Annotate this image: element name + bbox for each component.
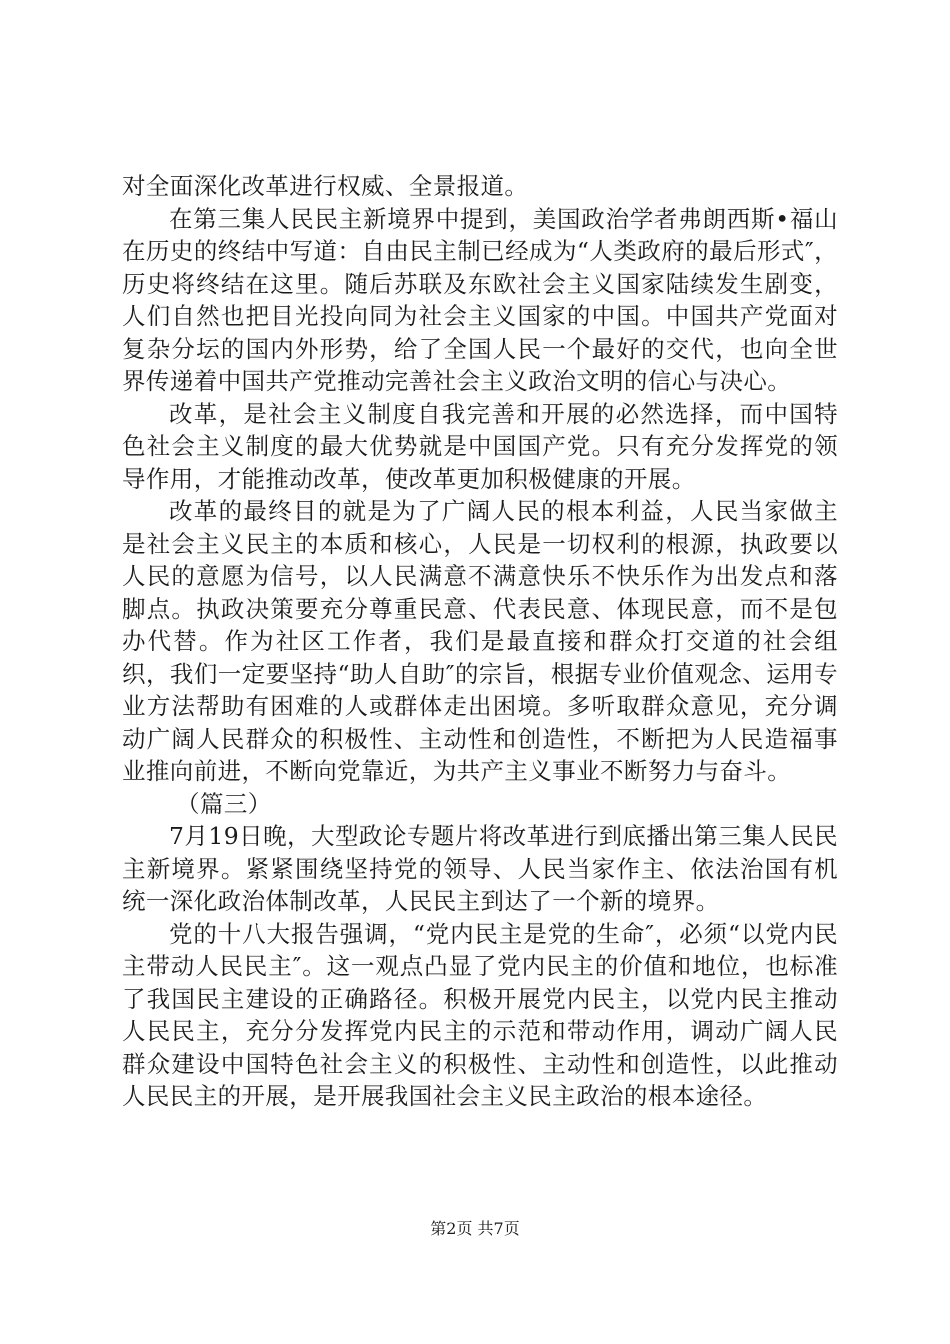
paragraph-reform-goal: 改革的最终目的就是为了广阔人民的根本利益，人民当家做主是社会主义民主的本质和核心，人民是一切权利的根源，执政要以人民的意愿为信号，以人民满意不满意快乐不快乐作为出发点和落脚点。执政决策要充分尊重民意、代表民意、体现民意，而不是包办代替。作为社区工作者，我们是最直接和群众打交道的社会组织，我们一定要坚持“助人自助″的宗旨，根据专业价值观念、运用专业方法帮助有困难的人或群体走出困境。多听取群众意见，充分调动广阔人民群众的积极性、主动性和创造性，不断把为人民造福事业推向前进，不断向党靠近，为共产主义事业不断努力与奋斗。 — [122, 497, 838, 785]
section-heading: （篇三） — [176, 789, 272, 818]
paragraph-inner-party-democracy: 党的十八大报告强调，“党内民主是党的生命″，必须“以党内民主带动人民民主″。这一观点凸显了党内民主的价值和地位，也标准了我国民主建设的正确路径。积极开展党内民主，以党内民主推动人民民主，充分分发挥党内民主的示范和带动作用，调动广阔人民群众建设中国特色社会主义的积极性、主动性和创造性，以此推动人民民主的开展，是开展我国社会主义民主政治的根本途径。 — [122, 919, 838, 1110]
page-footer: 第2页 共7页 — [430, 1219, 520, 1238]
paragraph-reform-choice: 改革，是社会主义制度自我完善和开展的必然选择，而中国特色社会主义制度的最大优势就是中国国产党。只有充分发挥党的领导作用，才能推动改革，使改革更加积极健康的开展。 — [122, 399, 838, 493]
paragraph-broadcast: 7月19日晚，大型政论专题片将改革进行到底播出第三集人民民主新境界。紧紧围绕坚持党的领导、人民当家作主、依法治国有机统一深化政治体制改革，人民民主到达了一个新的境界。 — [122, 822, 838, 915]
paragraph-continuation: 对全面深化改革进行权威、全景报道。 — [122, 172, 529, 200]
paragraph-fukuyama: 在第三集人民民主新境界中提到，美国政治学者弗朗西斯•福山在历史的终结中写道：自由民主制已经成为“人类政府的最后形式″，历史将终结在这里。随后苏联及东欧社会主义国家陆续发生剧变，人们自然也把目光投向同为社会主义国家的中国。中国共产党面对复杂分坛的国内外形势，给了全国人民一个最好的交代，也向全世界传递着中国共产党推动完善社会主义政治文明的信心与决心。 — [122, 204, 838, 395]
body-text — [122, 170, 838, 1113]
